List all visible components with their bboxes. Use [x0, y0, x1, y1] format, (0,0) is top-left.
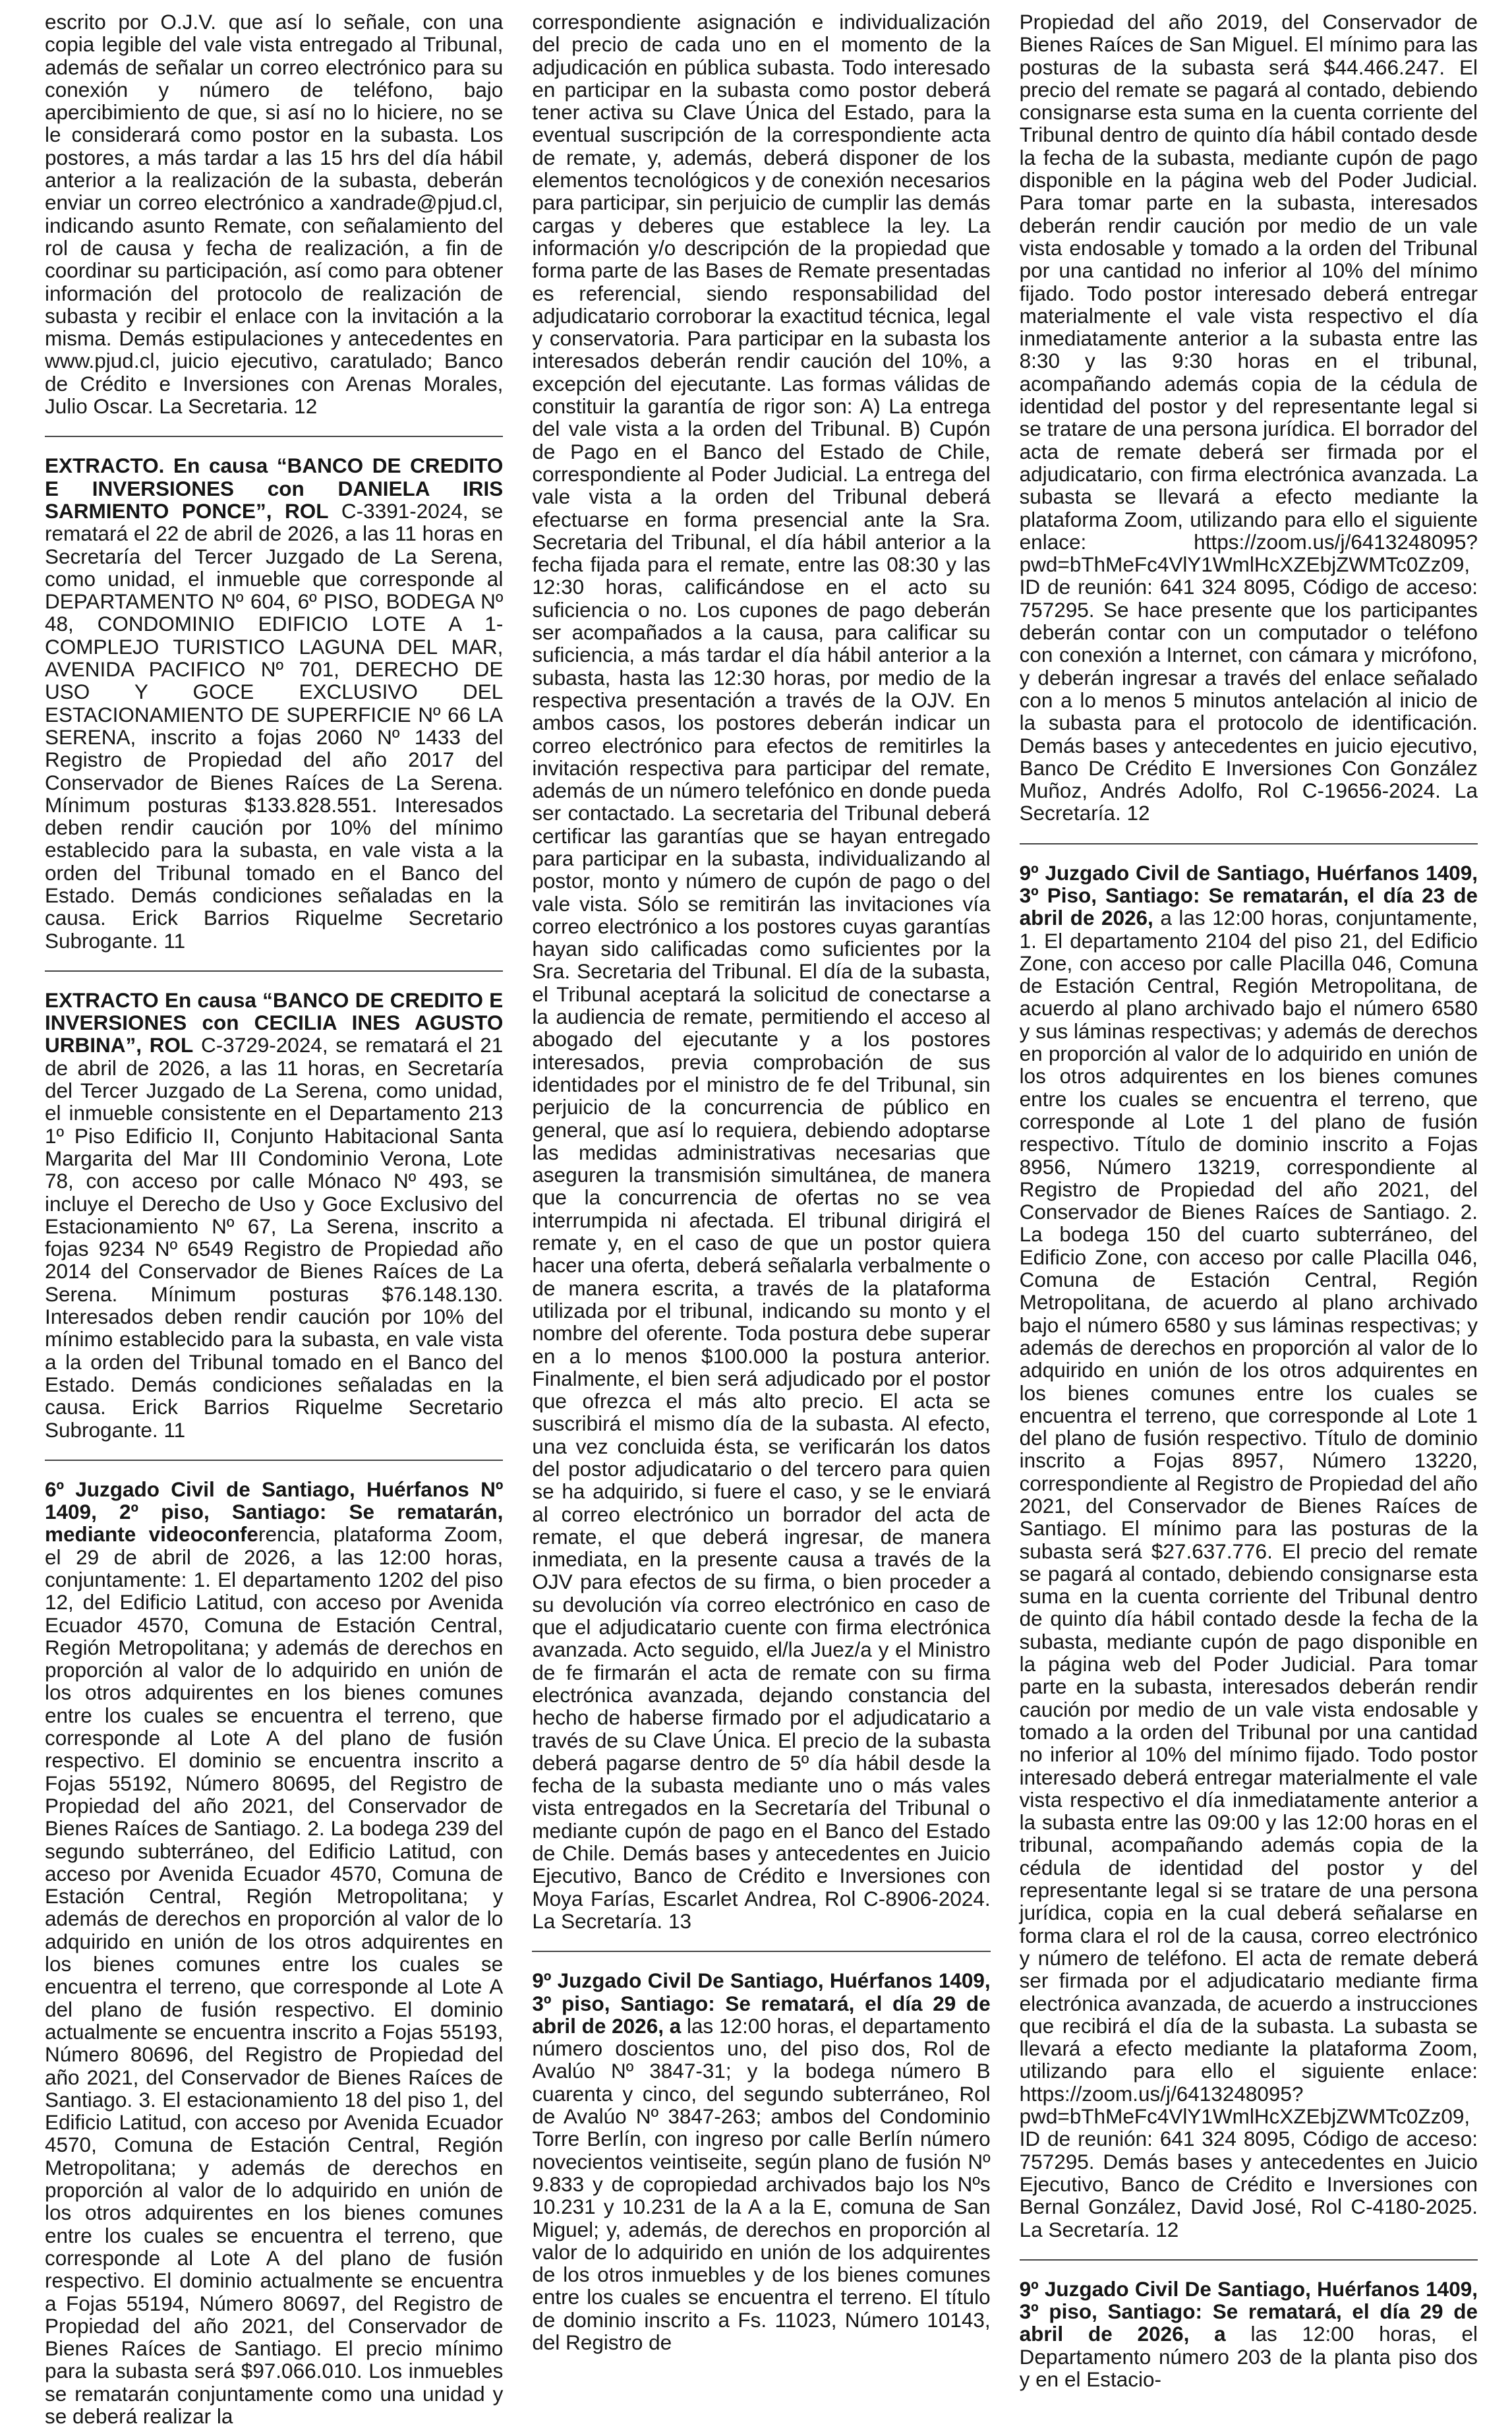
notice-lead: 9º Juzgado Civil De Santiago, Huérfanos 1409, 3º piso, Santiago: Se rematará, el día 29 de abril de 2026, a [532, 1969, 991, 2038]
notice-lead: 6º Juzgado Civil de Santiago, Huérfanos Nº 1409, 2º piso, Santiago: Se rematarán, mediante videoconfe [45, 1477, 504, 1547]
notice-lead: EXTRACTO. En causa “BANCO DE CREDITO E INVERSIONES con DANIELA IRIS SARMIENTO PONCE”, ROL [45, 454, 504, 523]
notice-9-juzgado-zone [1020, 862, 1478, 2241]
notice-lead: 9º Juzgado Civil de Santiago, Huérfanos 1409, 3º Piso, Santiago: Se rematarán, el día 23 de abril de 2026, [1019, 860, 1478, 930]
notice-9-juzgado-203 [1020, 2278, 1478, 2390]
notice-continuation [1020, 11, 1478, 825]
column-middle [532, 10, 991, 2354]
notice-body: correspondiente asignación e individualización del precio de cada uno en el momento de la adjudicación en pública subasta. Todo interesado en participar en la subasta como postor deberá tener activa su Clave Única del Estado, para la eventual suscripción de la correspondiente acta de remate, y, además, deberá disponer de los elementos tecnológicos y de conexión necesarios para participar, sin perjuicio de cumplir las demás cargas y deberes que establece la ley. La información y/o descripción de la propiedad que forma parte de las Bases de Remate presentadas es referencial, siendo responsabilidad del adjudicatario corroborar la exactitud técnica, legal y conservatoria. Para participar en la subasta los interesados deberán rendir caución del 10%, a excepción del ejecutante. Las formas válidas de constituir la garantía de rigor son: A) La entrega del vale vista a la orden del Tribunal. B) Cupón de Pago en el Banco del Estado de Chile, correspondiente al Poder Judicial. La entrega del vale vista a la orden del Tribunal deberá efectuarse en forma presencial ante la Sra. Secretaria del Tribunal, el día hábil anterior a la fecha fijada para el remate, entre las 08:30 y las 12:30 horas, calificándose en el acto su suficiencia o no. Los cupones de pago deberán ser acompañados a la causa, para calificar su suficiencia, a más tardar el día hábil anterior a la subasta, hasta las 12:30 horas, por medio de la respectiva presentación a través de la OJV. En ambos casos, los postores deberán indicar un correo electrónico para efectos de remitirles la invitación respectiva para participar del remate, además de un número telefónico en donde pueda ser contactado. La secretaria del Tribunal deberá certificar las garantías que se hayan entregado para participar en la subasta, individualizando al postor, monto y número de cupón de pago o del vale vista. Sólo se remitirán las invitaciones vía correo electrónico a los postores cuyas garantías hayan sido calificadas como suficientes por la Sra. Secretaria del Tribunal. El día de la subasta, el Tribunal aceptará la solicitud de conectarse a la audiencia de remate, permitiendo el acceso al abogado del ejecutante y a los postores interesados, previa comprobación de sus identidades por el ministro de fe del Tribunal, sin perjuicio de la concurrencia de público en general, que así lo requiera, debiendo adoptarse las medidas administrativas necesarias que aseguren la transmisión simultánea, de manera que la concurrencia de ofertas no se vea interrumpida ni afectada. El tribunal dirigirá el remate y, en el caso de que un postor quiera hacer una oferta, deberá señalarla verbalmente o de manera escrita, a través de la plataforma utilizada por el tribunal, indicando su monto y el nombre del oferente. Toda postura debe superar en a lo menos $100.000 la postura anterior. Finalmente, el bien será adjudicado por el postor que ofrezca el más alto precio. El acta se suscribirá el mismo día de la subasta. Al efecto, una vez concluida ésta, se verificarán los datos del postor adjudicatario o del tercero para quien se ha adquirido, si fuere el caso, y se le enviará al correo electrónico un borrador del acta de remate, el que deberá ingresar, de manera inmediata, en la presente causa a través de la OJV para efectos de su firma, o bien proceder a su devolución vía correo electrónico en caso de que el adjudicatario cuente con firma electrónica avanzada. Acto seguido, el/la Juez/a y el Ministro de fe firmarán el acta de remate con su firma electrónica avanzada, dejando constancia del hecho de haberse firmado por el adjudicatario a través de su Clave Única. El precio de la subasta deberá pagarse dentro de 5º día hábil desde la fecha de la subasta mediante uno o más vales vista entregados en la Secretaría del Tribunal o mediante cupón de pago en el Banco del Estado de Chile. Demás bases y antecedentes en Juicio Ejecutivo, Banco de Crédito e Inversiones con Moya Farías, Escarlet Andrea, Rol C-8906-2024. La Secretaría. 13 [532, 10, 991, 1933]
notice-divider [45, 1460, 503, 1461]
notice-continuation [532, 11, 990, 1932]
notice-body: C-3391-2024, se rematará el 22 de abril de 2026, a las 11 horas en Secretaría del Tercer Juzgado de La Serena, como unidad, el inmueble que corresponde al DEPARTAMENTO Nº 604, 6º PISO, BODEGA Nº 48, CONDOMINIO EDIFICIO LOTE A 1-COMPLEJO TURISTICO LAGUNA DEL MAR, AVENIDA PACIFICO Nº 701, DERECHO DE USO Y GOCE EXCLUSIVO DEL ESTACIONAMIENTO DE SUPERFICIE Nº 66 LA SERENA, inscrito a fojas 2060 Nº 1433 del Registro de Propiedad del año 2017 del Conservador de Bienes Raíces de La Serena. Mínimum posturas $133.828.551. Interesados deben rendir caución por 10% del mínimo establecido para la subasta, en vale vista a la orden del Tribunal tomado en el Banco del Estado. Demás condiciones señaladas en la causa. Erick Barrios Riquelme Secretario Subrogante. 11 [45, 498, 504, 953]
notice-body: Propiedad del año 2019, del Conservador de Bienes Raíces de San Miguel. El mínimo para las posturas de la subasta será $44.466.247. El precio del remate se pagará al contado, debiendo consignarse esta suma en la cuenta corriente del Tribunal dentro de quinto día hábil contado desde la fecha de la subasta, mediante cupón de pago disponible en la página web del Poder Judicial. Para tomar parte en la subasta, interesados deberán rendir caución por medio de un vale vista endosable y tomado a la orden del Tribunal por una cantidad no inferior al 10% del mínimo fijado. Todo postor interesado deberá entregar materialmente el vale vista respectivo el día inmediatamente anterior a la subasta entre las 8:30 y las 9:30 horas en el tribunal, acompañando además copia de la cédula de identidad del postor y del representante legal si se tratare de una persona jurídica. El borrador del acta de remate deberá ser firmada por el adjudicatario, con firma electrónica avanzada. La subasta se llevará a efecto mediante la plataforma Zoom, utilizando para ello el siguiente enlace: https://zoom.us/j/6413248095?pwd=bThMeFc4VlY1WmlHcXZEbjZWMTc0Zz09, ID de reunión: 641 324 8095, Código de acceso: 757295. Se hace presente que los participantes deberán contar con un computador o teléfono con conexión a Internet, con cámara y micrófono, y deberán ingresar a través del enlace señalado con a lo menos 5 minutos antelación al inicio de la subasta para el protocolo de identificación. Demás bases y antecedentes en juicio ejecutivo, Banco De Crédito E Inversiones Con González Muñoz, Andrés Adolfo, Rol C-19656-2024. La Secretaría. 12 [1019, 10, 1478, 825]
notice-divider [532, 1951, 990, 1952]
notice-6-juzgado [45, 1478, 503, 2427]
notice-continuation [45, 11, 503, 417]
notice-body: las 12:00 horas, el departamento número doscientos uno, del piso dos, Rol de Avalúo Nº 3847-31; y la bodega número B cuarenta y cinco, del segundo subterráneo, Rol de Avalúo Nº 3847-263; ambos del Condominio Torre Berlín, con ingreso por calle Berlín número novecientos veintiseite, según plano de fusión Nº 9.833 y de copropiedad archivados bajo los Nºs 10.231 y 10.231 de la A a la E, comuna de San Miguel; y, además, de derechos en proporción al valor de lo adquirido en unión de los adquirentes de los otros inmuebles y de los bienes comunes entre los cuales se encuentra el terreno. El título de dominio inscrito a Fs. 11023, Número 10143, del Registro de [532, 2013, 991, 2354]
notice-divider [45, 970, 503, 972]
column-right [1019, 10, 1478, 2391]
notice-body: C-3729-2024, se rematará el 21 de abril de 2026, a las 11 horas, en Secretaría del Tercer Juzgado de La Serena, como unidad, el inmueble consistente en el Departamento 213 1º Piso Edificio II, Conjunto Habitacional Santa Margarita del Mar III Condominio Verona, Lote 78, con acceso por calle Mónaco Nº 493, se incluye el Derecho de Uso y Goce Exclusivo del Estacionamiento Nº 67, La Serena, inscrito a fojas 9234 Nº 6549 Registro de Propiedad año 2014 del Conservador de Bienes Raíces de La Serena. Mínimum posturas $76.148.130. Interesados deben rendir caución por 10% del mínimo establecido para la subasta, en vale vista a la orden del Tribunal tomado en el Banco del Estado. Demás condiciones señaladas en la causa. Erick Barrios Riquelme Secretario Subrogante. 11 [45, 1033, 504, 1442]
notice-extracto-agusto [45, 989, 503, 1441]
column-left [45, 10, 504, 2428]
notice-lead: 9º Juzgado Civil De Santiago, Huérfanos 1409, 3º piso, Santiago: Se rematará, el día 29 de abril de 2026, a [1019, 2276, 1478, 2346]
notice-body: rencia, plataforma Zoom, el 29 de abril de 2026, a las 12:00 horas, conjuntamente: 1. El departamento 1202 del piso 12, del Edificio Latitud, con acceso por Avenida Ecuador 4570, Comuna de Estación Central, Región Metropolitana; y además de derechos en proporción al valor de lo adquirido en unión de los otros adquirentes en los bienes comunes entre los cuales se encuentra el terreno, que corresponde al Lote A del plano de fusión respectivo. El dominio se encuentra inscrito a Fojas 55192, Número 80695, del Registro de Propiedad del año 2021, del Conservador de Bienes Raíces de Santiago. 2. La bodega 239 del segundo subterráneo, del Edificio Latitud, con acceso por Avenida Ecuador 4570, Comuna de Estación Central, Región Metropolitana; y además de derechos en proporción al valor de lo adquirido en unión de los otros adquirentes en los bienes comunes entre los cuales se encuentra el terreno, que corresponde al Lote A del plano de fusión respectivo. El dominio actualmente se encuentra inscrito a Fojas 55193, Número 80696, del Registro de Propiedad del año 2021, del Conservador de Bienes Raíces de Santiago. 3. El estacionamiento 18 del piso 1, del Edificio Latitud, con acceso por Avenida Ecuador 4570, Comuna de Estación Central, Región Metropolitana; y además de derechos en proporción al valor de lo adquirido en unión de los otros adquirentes en los bienes comunes entre los cuales se encuentra el terreno, que corresponde al Lote A del plano de fusión respectivo. El dominio actualmente se encuentra a Fojas 55194, Número 80697, del Registro de Propiedad del año 2021, del Conservador de Bienes Raíces de Santiago. El precio mínimo para la subasta será $97.066.010. Los inmuebles se rematarán conjuntamente como una unidad y se deberá realizar la [45, 1522, 504, 2428]
notice-body: a las 12:00 horas, conjuntamente, 1. El departamento 2104 del piso 21, del Edificio Zone, con acceso por calle Placilla 046, Comuna de Estación Central, Región Metropolitana, de acuerdo al plano archivado bajo el número 6580 y sus láminas respectivas; y además de derechos en proporción al valor de lo adquirido en unión de los otros adquirentes en los bienes comunes entre los cuales se encuentra el terreno, que corresponde al Lote 1 del plano de fusión respectivo. Título de dominio inscrito a Fojas 8956, Número 13219, correspondiente al Registro de Propiedad del año 2021, del Conservador de Bienes Raíces de Santiago. 2. La bodega 150 del cuarto subterráneo, del Edificio Zone, con acceso por calle Placilla 046, Comuna de Estación Central, Región Metropolitana, de acuerdo al plano archivado bajo el número 6580 y sus láminas respectivas; y además de derechos en proporción al valor de lo adquirido en unión de los otros adquirentes en los bienes comunes entre los cuales se encuentra el terreno, que corresponde al Lote 1 del plano de fusión respectivo. Título de dominio inscrito a Fojas 8957, Número 13220, correspondiente al Registro de Propiedad del año 2021, del Conservador de Bienes Raíces de Santiago. El mínimo para las posturas de la subasta será $27.637.776. El precio del remate se pagará al contado, debiendo consignarse esta suma en la cuenta corriente del Tribunal dentro de quinto día hábil contado desde la fecha de la subasta, mediante cupón de pago disponible en la página web del Poder Judicial. Para tomar parte en la subasta, interesados deberán rendir caución por medio de un vale vista endosable y tomado a la orden del Tribunal por una cantidad no inferior al 10% del mínimo fijado. Todo postor interesado deberá entregar materialmente el vale vista respectivo el día inmediatamente anterior a la subasta entre las 09:00 y las 12:00 horas en el tribunal, acompañando además copia de la cédula de identidad del postor y del representante legal si se tratare de una persona jurídica, copia en la cual deberá señalarse en forma clara el rol de la causa, correo electrónico y número de teléfono. El acta de remate deberá ser firmada por el adjudicatario mediante firma electrónica avanzada, de acuerdo a instrucciones que recibirá el día de la subasta. La subasta se llevará a efecto mediante la plataforma Zoom, utilizando para ello el siguiente enlace: https://zoom.us/j/6413248095?pwd=bThMeFc4VlY1WmlHcXZEbjZWMTc0Zz09, ID de reunión: 641 324 8095, Código de acceso: 757295. Demás bases y antecedentes en Juicio Ejecutivo, Banco de Crédito e Inversiones con Bernal González, David José, Rol C-4180-2025. La Secretaría. 12 [1019, 906, 1478, 2241]
notice-divider [45, 436, 503, 437]
notice-divider [1020, 2259, 1478, 2261]
notice-extracto-sarmiento [45, 454, 503, 952]
notice-body: escrito por O.J.V. que así lo señale, con una copia legible del vale vista entregado al Tribunal, además de señalar un correo electrónico para su conexión y número de teléfono, bajo apercibimiento de que, si así no lo hiciere, no se le considerará como postor en la subasta. Los postores, a más tardar a las 15 hrs del día hábil anterior a la realización de la subasta, deberán enviar un correo electrónico a xandrade@pjud.cl, indicando asunto Remate, con señalamiento del rol de causa y fecha de realización, a fin de coordinar su participación, así como para obtener información del protocolo de realización de subasta y recibir el enlace con la invitación a la misma. Demás estipulaciones y antecedentes en www.pjud.cl, juicio ejecutivo, caratulado; Banco de Crédito e Inversiones con Arenas Morales, Julio Oscar. La Secretaria. 12 [45, 10, 504, 419]
notice-body: las 12:00 horas, el Departamento número 203 de la planta piso dos y en el Estacio- [1019, 2322, 1478, 2391]
notice-9-juzgado-berlin [532, 1969, 990, 2354]
notice-lead: EXTRACTO En causa “BANCO DE CREDITO E INVERSIONES con CECILIA INES AGUSTO URBINA”, ROL [45, 988, 504, 1057]
notice-divider [1020, 843, 1478, 844]
